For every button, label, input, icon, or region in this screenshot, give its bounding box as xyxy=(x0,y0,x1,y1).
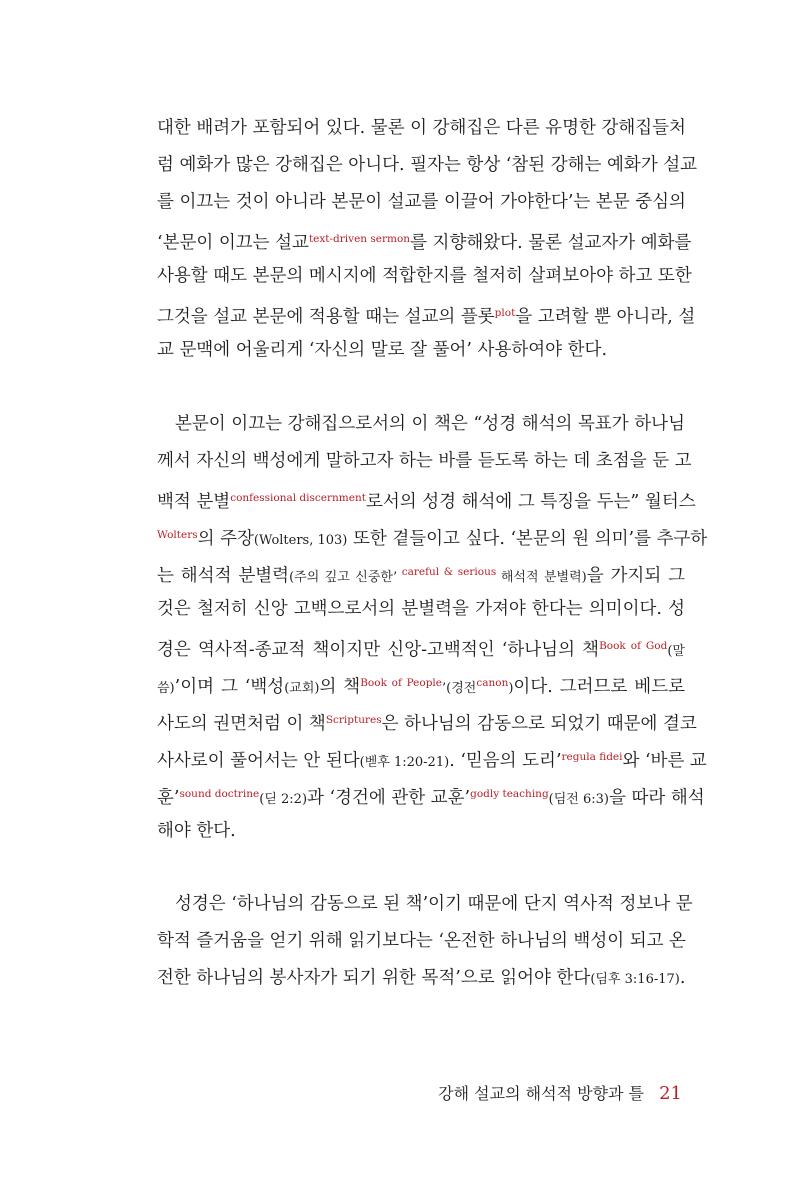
text-run: 훈’ xyxy=(157,788,180,808)
text-run: 럼 예화가 많은 강해집은 아니다. 필자는 항상 ‘참된 강해는 예화가 설교 xyxy=(157,155,698,175)
text-line xyxy=(157,591,685,628)
text-line xyxy=(157,295,696,332)
text-run: 의 책 xyxy=(319,677,361,697)
text-line xyxy=(157,517,708,554)
text-run: 전한 하나님의 봉사자가 되기 위한 목적’으로 읽어야 한다 xyxy=(157,968,591,988)
text-run: 로서의 성경 해석에 그 특징을 두는” 월터스 xyxy=(365,492,696,512)
text-line xyxy=(157,554,685,591)
text-run: 과 ‘경건에 관한 교훈’ xyxy=(307,788,471,808)
text-line xyxy=(157,923,685,960)
paragraph-3 xyxy=(157,886,693,997)
text-run: 학적 즐거움을 얻기 위해 읽기보다는 ‘온전한 하나님의 백성이 되고 온 xyxy=(157,931,686,951)
text-run: 를 지향해왔다. 물론 설교자가 예화를 xyxy=(410,233,692,253)
gloss-annotation: regula fidei xyxy=(561,751,623,763)
text-run: 의 주장 xyxy=(197,529,254,549)
text-run: 해야 한다. xyxy=(157,821,236,841)
gloss-annotation: canon xyxy=(476,677,509,689)
text-line xyxy=(157,147,698,184)
text-run: 을 따라 해석 xyxy=(609,788,705,808)
gloss-annotation: Book of God xyxy=(599,640,668,652)
gloss-annotation: godly teaching xyxy=(470,788,549,800)
text-run: 을 고려할 뿐 아니라, 설 xyxy=(515,307,696,327)
text-run: 은 하나님의 감동으로 되었기 때문에 결코 xyxy=(381,714,697,734)
text-run: ’이며 그 ‘백성 xyxy=(174,677,285,697)
paragraph-2 xyxy=(157,406,708,850)
gloss-annotation: text-driven sermon xyxy=(308,233,411,245)
gloss-annotation: Wolters xyxy=(157,529,198,541)
text-run: 와 ‘바른 교 xyxy=(622,751,707,771)
text-run: 을 가지되 그 xyxy=(586,566,686,586)
text-line xyxy=(157,184,685,221)
gloss-annotation: careful & serious xyxy=(397,566,501,578)
citation: (딛 2:2) xyxy=(259,792,308,807)
text-run: 것은 철저히 신앙 고백으로서의 분별력을 가져야 한다는 의미이다. 성 xyxy=(157,599,685,619)
text-line xyxy=(157,258,692,295)
citation: (딤전 6:3) xyxy=(548,792,609,807)
running-title: 강해 설교의 해석적 방향과 틀 xyxy=(438,1084,644,1103)
text-run: 사용할 때도 본문의 메시지에 적합한지를 철저히 살펴보아야 하고 또한 xyxy=(157,266,692,286)
text-run: 그것을 설교 본문에 적용할 때는 설교의 플롯 xyxy=(157,307,495,327)
text-line xyxy=(157,813,685,850)
citation: (Wolters, 103) xyxy=(253,533,348,548)
text-run: . ‘믿음의 도리’ xyxy=(449,751,562,771)
text-line xyxy=(157,443,692,480)
gloss-annotation: sound doctrine xyxy=(179,788,260,800)
text-line xyxy=(157,480,696,517)
text-line xyxy=(157,628,685,665)
text-line xyxy=(157,221,692,258)
gloss-annotation: plot xyxy=(494,307,516,319)
citation: (주의 깊고 신중한’ xyxy=(289,570,398,585)
citation: 씀) xyxy=(157,681,175,696)
text-line xyxy=(157,960,685,997)
text-run: 본문이 이끄는 강해집으로서의 이 책은 “성경 해석의 목표가 하나님 xyxy=(175,414,685,434)
text-run: 이다. 그러므로 베드로 xyxy=(513,677,686,697)
text-run: 사도의 권면처럼 이 책 xyxy=(157,714,326,734)
text-line xyxy=(157,665,685,702)
citation: ’(경전 xyxy=(442,681,477,696)
citation: (벧후 1:20-21) xyxy=(359,755,450,770)
text-run: . xyxy=(679,968,686,988)
paragraph-1 xyxy=(157,110,698,369)
page-footer xyxy=(438,1081,682,1104)
text-run: 백적 분별 xyxy=(157,492,231,512)
text-run: 교 문맥에 어울리게 ‘자신의 말로 잘 풀어’ 사용하여야 한다. xyxy=(157,340,608,360)
text-run: 대한 배려가 포함되어 있다. 물론 이 강해집은 다른 유명한 강해집들처 xyxy=(157,118,686,138)
text-line xyxy=(157,110,685,147)
text-run: 사사로이 풀어서는 안 된다 xyxy=(157,751,360,771)
text-line xyxy=(157,739,707,776)
text-run: ‘본문이 이끄는 설교 xyxy=(157,233,309,253)
citation: (말 xyxy=(667,644,685,659)
text-run: 를 이끄는 것이 아니라 본문이 설교를 이끌어 가야한다’는 본문 중심의 xyxy=(157,192,686,212)
text-line xyxy=(157,332,685,369)
citation: ) xyxy=(508,681,514,696)
gloss-annotation: Book of People xyxy=(360,677,443,689)
text-run: 경은 역사적-종교적 책이지만 신앙-고백적인 ‘하나님의 책 xyxy=(157,640,600,660)
text-line xyxy=(157,406,685,443)
citation: 해석적 분별력) xyxy=(500,570,587,585)
text-line xyxy=(157,776,705,813)
text-run: 는 해석적 분별력 xyxy=(157,566,290,586)
citation: (교회) xyxy=(284,681,320,696)
text-run: 께서 자신의 백성에게 말하고자 하는 바를 듣도록 하는 데 초점을 둔 고 xyxy=(157,451,692,471)
text-line xyxy=(157,702,697,739)
gloss-annotation: Scriptures xyxy=(325,714,382,726)
text-line xyxy=(157,886,693,923)
citation: (딤후 3:16-17) xyxy=(590,972,680,987)
text-run: 또한 곁들이고 싶다. ‘본문의 원 의미’를 추구하 xyxy=(347,529,708,549)
text-run: 성경은 ‘하나님의 감동으로 된 책’이기 때문에 단지 역사적 정보나 문 xyxy=(175,894,693,914)
page-number: 21 xyxy=(659,1083,682,1104)
gloss-annotation: confessional discernment xyxy=(230,492,366,504)
